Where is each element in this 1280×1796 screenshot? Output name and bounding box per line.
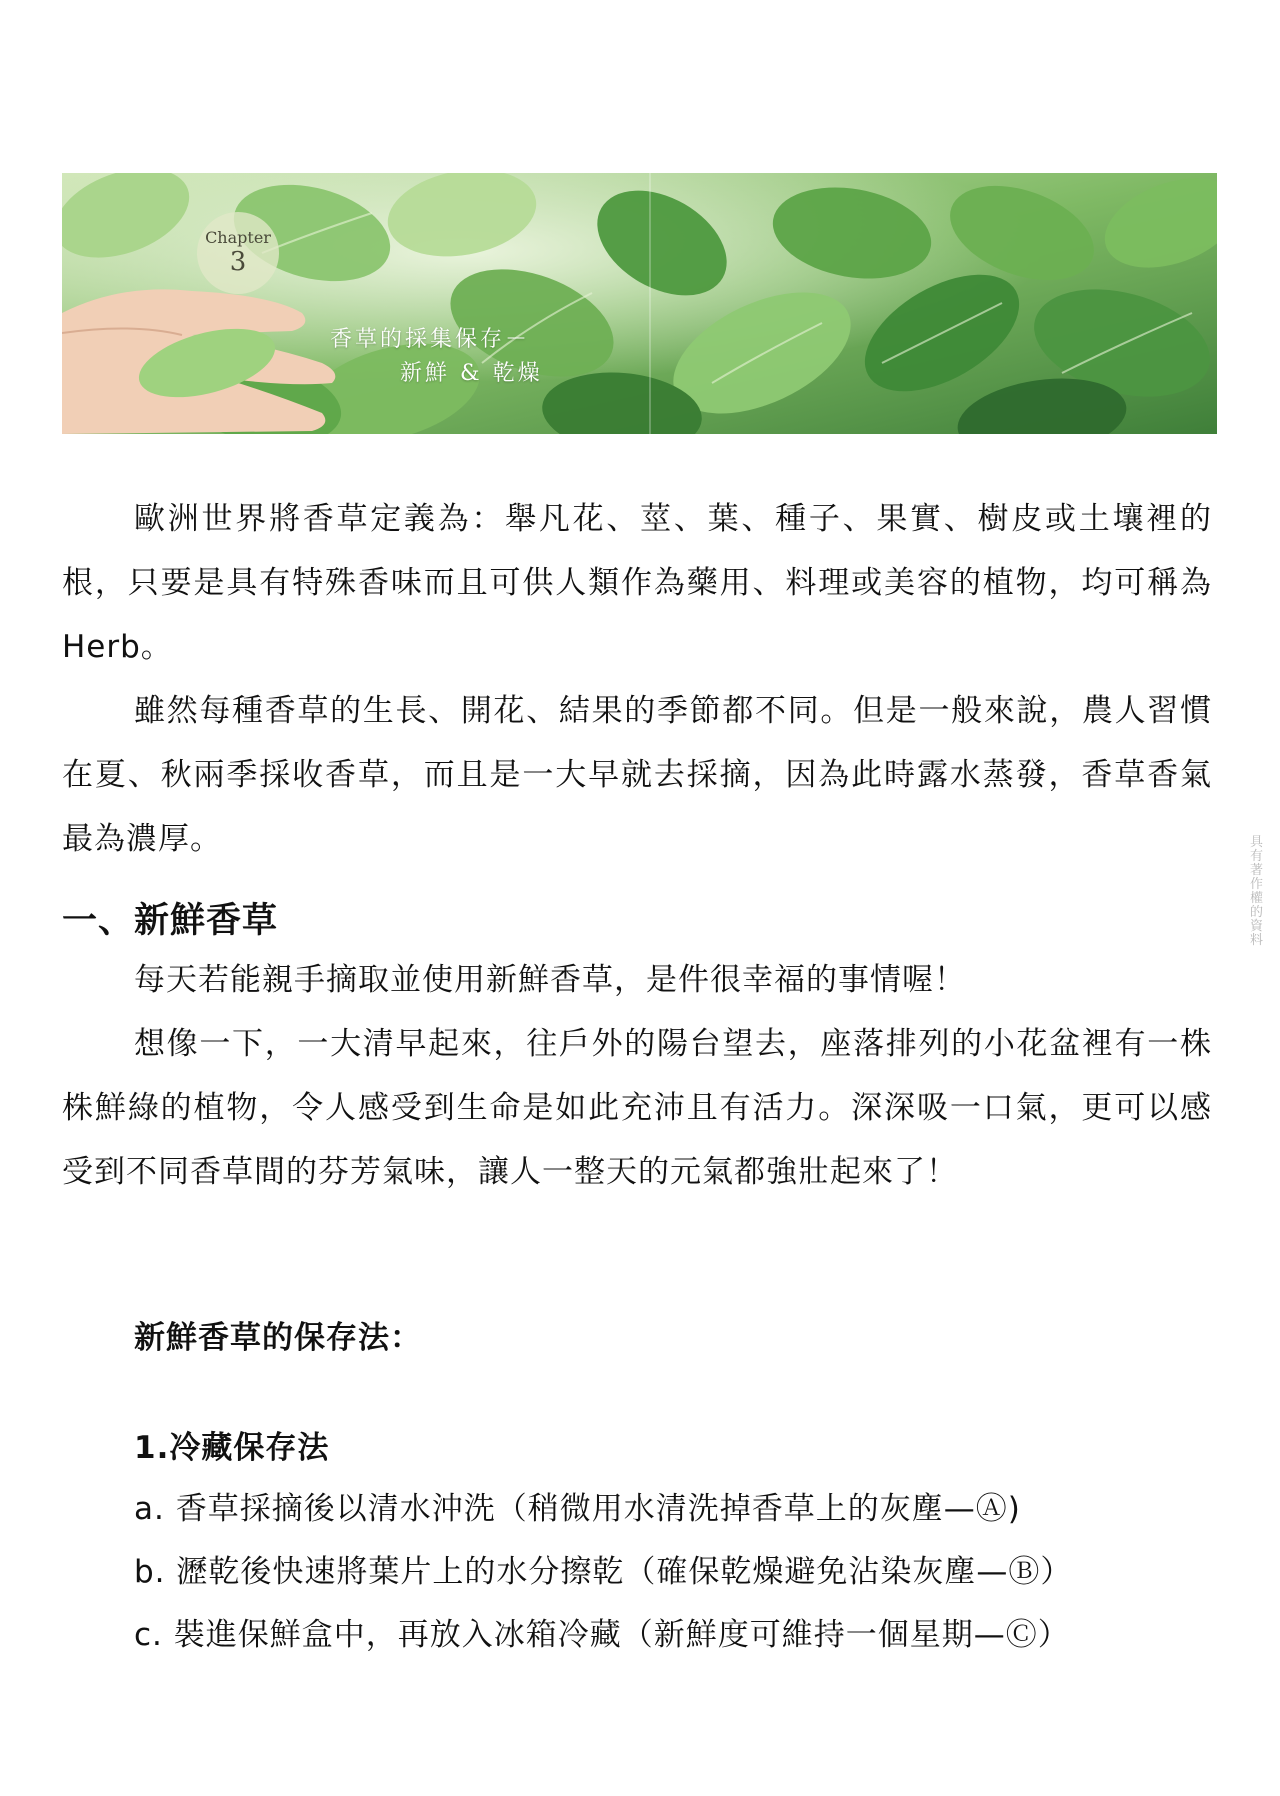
intro-paragraph-2: 雖然每種香草的生長、開花、結果的季節都不同。但是一般來說，農人習慣在夏、秋兩季採收香草，而且是一大早就去採摘，因為此時露水蒸發，香草香氣最為濃厚。: [62, 693, 1212, 857]
chapter-banner: [62, 173, 1217, 434]
storage-methods-heading: 新鮮香草的保存法：: [134, 1320, 422, 1356]
step-a: a. 香草採摘後以清水沖洗（稍微用水清洗掉香草上的灰塵—Ⓐ): [134, 1491, 1021, 1527]
chapter-label: Chapter: [205, 228, 271, 247]
section-heading-fresh-herbs: 一、新鮮香草: [62, 901, 279, 941]
fresh-herbs-paragraph-1: 每天若能親手摘取並使用新鮮香草，是件很幸福的事情喔！: [134, 962, 966, 998]
intro-section: [62, 487, 1212, 871]
chapter-number: 3: [229, 247, 247, 277]
copyright-watermark: 具有著作權的資料: [1250, 835, 1264, 948]
refrigeration-method-heading: 1.冷藏保存法: [134, 1430, 330, 1466]
fresh-herbs-section: [62, 948, 1212, 1204]
banner-title-line2: 新鮮 & 乾燥: [400, 361, 543, 386]
fresh-herbs-paragraph-2: 想像一下，一大清早起來，往戶外的陽台望去，座落排列的小花盆裡有一株株鮮綠的植物，令人感受到生命是如此充沛且有活力。深深吸一口氣，更可以感受到不同香草間的芬芳氣味，讓人一整天的元氣都強壯起來了！: [62, 1026, 1212, 1190]
banner-title-line1: 香草的採集保存－: [330, 327, 531, 352]
banner-title: [330, 323, 543, 391]
step-c: c. 裝進保鮮盒中，再放入冰箱冷藏（新鮮度可維持一個星期—Ⓒ）: [134, 1617, 1070, 1653]
chapter-badge: [197, 212, 279, 294]
intro-paragraph-1: 歐洲世界將香草定義為：舉凡花、莖、葉、種子、果實、樹皮或土壤裡的根，只要是具有特殊香味而且可供人類作為藥用、料理或美容的植物，均可稱為Herb。: [62, 501, 1212, 665]
refrigeration-steps: [134, 1478, 1214, 1667]
step-b: b. 瀝乾後快速將葉片上的水分擦乾（確保乾燥避免沾染灰塵—Ⓑ）: [134, 1554, 1073, 1590]
